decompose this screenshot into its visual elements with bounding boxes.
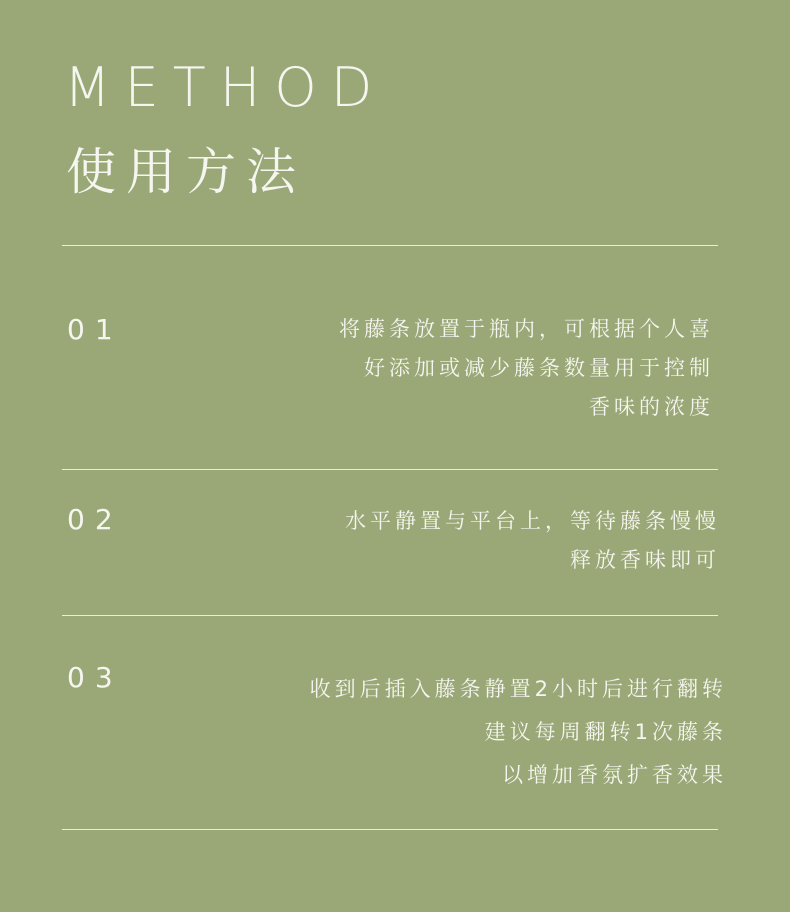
step-description-02: [345, 502, 720, 580]
step-01-line-1: 将藤条放置于瓶内，可根据个人喜: [339, 317, 714, 341]
step-02-line-2: 释放香味即可: [570, 548, 720, 572]
divider-01: [62, 469, 718, 470]
divider-top: [62, 245, 718, 246]
step-number-03: 03: [67, 661, 123, 694]
divider-bottom: [62, 829, 718, 830]
step-description-01: [339, 310, 714, 427]
method-title: METHOD: [64, 56, 387, 119]
step-01-line-2: 好添加或减少藤条数量用于控制: [364, 356, 714, 380]
step-number-01: 01: [67, 313, 123, 346]
step-01-line-3: 香味的浓度: [589, 395, 714, 419]
step-number-02: 02: [67, 503, 123, 536]
step-03-line-1: 收到后插入藤条静置2小时后进行翻转: [309, 677, 727, 701]
divider-02: [62, 615, 718, 616]
method-title-chinese: 使用方法: [66, 143, 306, 201]
step-03-line-3: 以增加香氛扩香效果: [502, 763, 727, 787]
step-description-03: [310, 668, 727, 797]
step-03-line-2: 建议每周翻转1次藤条: [484, 720, 727, 744]
step-02-line-1: 水平静置与平台上，等待藤条慢慢: [345, 509, 720, 533]
